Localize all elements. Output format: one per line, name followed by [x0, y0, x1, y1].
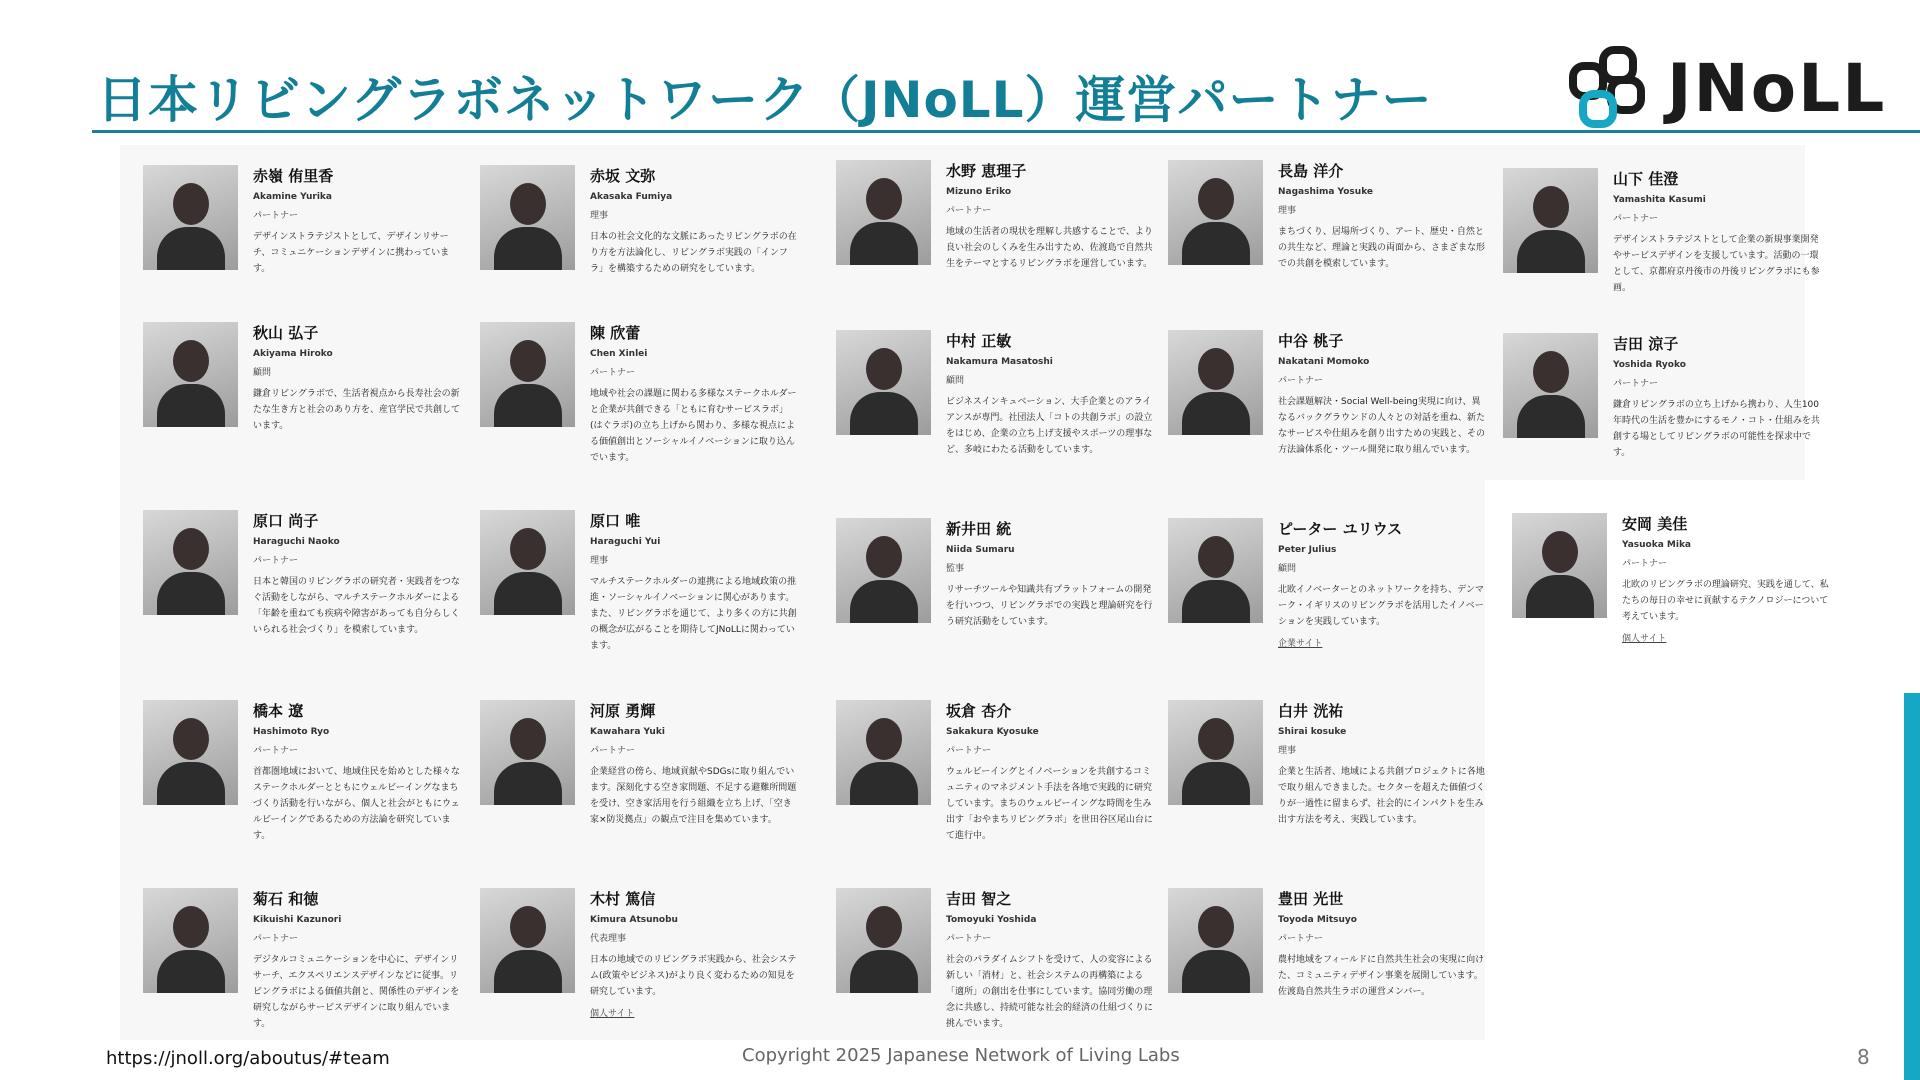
member-name: 坂倉 杏介	[946, 702, 1012, 720]
member-romaji: Kikuishi Kazunori	[253, 915, 342, 925]
member-romaji: Mizuno Eriko	[946, 187, 1012, 197]
photo-head-shape	[1533, 351, 1569, 393]
photo-body-shape	[1526, 575, 1594, 618]
member-photo	[480, 510, 575, 615]
member-name: 水野 恵理子	[946, 162, 1027, 180]
member-romaji: Nakatani Momoko	[1278, 357, 1370, 367]
photo-head-shape	[866, 348, 902, 390]
photo-head-shape	[1198, 178, 1234, 220]
photo-head-shape	[173, 906, 209, 948]
member-photo	[480, 165, 575, 270]
member-role: パートナー	[1613, 214, 1659, 224]
photo-body-shape	[850, 762, 918, 805]
photo-body-shape	[850, 580, 918, 623]
member-role: パートナー	[1622, 559, 1668, 569]
member-name: ピーター ユリウス	[1278, 520, 1403, 538]
photo-body-shape	[157, 384, 225, 427]
member-romaji: Niida Sumaru	[946, 545, 1015, 555]
member-photo	[1168, 888, 1263, 993]
member-info	[253, 888, 463, 1032]
photo-body-shape	[1182, 392, 1250, 435]
member-role: 理事	[1278, 746, 1297, 756]
member-name: 安岡 美佳	[1622, 515, 1688, 533]
photo-body-shape	[1517, 395, 1585, 438]
member-name: 中谷 桃子	[1278, 332, 1344, 350]
photo-head-shape	[173, 183, 209, 225]
page-number: 8	[1857, 1045, 1870, 1069]
photo-head-shape	[173, 528, 209, 570]
photo-head-shape	[1542, 531, 1578, 573]
member-description: デジタルコミュニケーションを中心に、デザインリサーチ、エクスペリエンスデザインなどに従事。リビングラボによる価値共創と、関係性のデザインを研究しながらサービスデザインに取り組んでいます。	[253, 955, 460, 1029]
photo-body-shape	[157, 950, 225, 993]
member-info	[946, 700, 1156, 844]
photo-body-shape	[1182, 222, 1250, 265]
member-info	[1278, 160, 1488, 272]
footer-copyright: Copyright 2025 Japanese Network of Living Labs	[742, 1045, 1180, 1066]
member-romaji: Kawahara Yuki	[590, 727, 665, 737]
member-name: 秋山 弘子	[253, 324, 319, 342]
photo-body-shape	[494, 227, 562, 270]
member-role: パートナー	[253, 211, 299, 221]
member-name: 吉田 智之	[946, 890, 1012, 908]
photo-head-shape	[866, 906, 902, 948]
member-photo	[1168, 518, 1263, 623]
member-photo	[1168, 700, 1263, 805]
member-info	[590, 700, 800, 828]
member-photo	[143, 888, 238, 993]
member-info	[253, 322, 463, 434]
member-info	[1613, 333, 1823, 461]
member-description: マルチステークホルダーの連携による地域政策の推進・ソーシャルイノベーションに関心があります。また、リビングラボを通じて、より多くの方に共創の概念が広がることを期待してJNoLLに関わっています。	[590, 577, 797, 651]
member-romaji: Yamashita Kasumi	[1613, 195, 1706, 205]
jnoll-logo	[1565, 44, 1905, 128]
member-description: 鎌倉リビングラボの立ち上げから携わり、人生100年時代の生活を豊かにするモノ・コト・仕組みを共創する場としてリビングラボの可能性を探求中です。	[1613, 400, 1820, 458]
member-name: 中村 正敏	[946, 332, 1012, 350]
footer-url[interactable]: https://jnoll.org/aboutus/#team	[106, 1048, 390, 1069]
member-photo	[836, 888, 931, 993]
member-role: パートナー	[1613, 379, 1659, 389]
member-romaji: Nakamura Masatoshi	[946, 357, 1053, 367]
photo-body-shape	[850, 950, 918, 993]
photo-body-shape	[1182, 950, 1250, 993]
photo-body-shape	[494, 950, 562, 993]
photo-head-shape	[866, 536, 902, 578]
photo-body-shape	[850, 222, 918, 265]
photo-body-shape	[494, 572, 562, 615]
member-info	[590, 322, 800, 466]
member-role: パートナー	[946, 746, 992, 756]
member-role: パートナー	[590, 746, 636, 756]
photo-body-shape	[494, 384, 562, 427]
photo-head-shape	[1198, 906, 1234, 948]
member-photo	[143, 322, 238, 427]
member-romaji: Peter Julius	[1278, 545, 1337, 555]
member-description: 社会課題解決・Social Well-being実現に向け、異なるバックグラウンドの人々との対話を重ね、新たなサービスや仕組みを創り出すための実践と、その方法論体系化・ツール開発に取り組んでいます。	[1278, 397, 1486, 455]
member-name: 陳 欣蕾	[590, 324, 641, 342]
member-info	[590, 165, 800, 277]
member-romaji: Toyoda Mitsuyo	[1278, 915, 1357, 925]
photo-head-shape	[510, 528, 546, 570]
member-name: 赤嶺 侑里香	[253, 167, 334, 185]
member-info	[946, 330, 1156, 458]
member-description: まちづくり、居場所づくり、アート、歴史・自然との共生など、理論と実践の両面から、さまざまな形での共創を模索しています。	[1278, 227, 1486, 269]
member-info	[253, 510, 463, 638]
member-info	[1278, 518, 1488, 649]
member-romaji: Shirai kosuke	[1278, 727, 1347, 737]
member-name: 豊田 光世	[1278, 890, 1344, 908]
member-info	[1622, 513, 1832, 644]
member-role: 代表理事	[590, 934, 627, 944]
member-photo	[836, 160, 931, 265]
member-photo	[480, 700, 575, 805]
member-romaji: Kimura Atsunobu	[590, 915, 678, 925]
member-photo	[1503, 333, 1598, 438]
member-role: パートナー	[253, 556, 299, 566]
member-role: パートナー	[1278, 934, 1324, 944]
member-description: 日本と韓国のリビングラボの研究者・実践者をつなぐ活動をしながら、マルチステークホルダーによる「年齢を重ねても疾病や障害があっても自分らしくいられる社会づくり」を模索しています。	[253, 577, 460, 635]
member-romaji: Hashimoto Ryo	[253, 727, 330, 737]
member-role: パートナー	[253, 934, 299, 944]
member-description: ビジネスインキュベーション、大手企業とのアライアンスが専門。社団法人「コトの共創ラボ」の設立をはじめ、企業の立ち上げ支援やスポーツの理事など、多岐にわたる活動をしています。	[946, 397, 1153, 455]
member-description: 鎌倉リビングラボで、生活者視点から長寿社会の新たな生き方と社会のあり方を、産官学民で共創しています。	[253, 389, 461, 431]
member-photo	[1168, 330, 1263, 435]
member-role: パートナー	[946, 934, 992, 944]
member-romaji: Akiyama Hiroko	[253, 349, 333, 359]
photo-head-shape	[510, 340, 546, 382]
photo-head-shape	[173, 718, 209, 760]
member-role: 監事	[946, 564, 965, 574]
member-description: 地域の生活者の現状を理解し共感することで、より良い社会のしくみを生み出すため、佐渡島で自然共生をテーマとするリビングラボを運営しています。	[946, 227, 1153, 269]
accent-bar	[1904, 693, 1920, 1080]
member-role: 理事	[1278, 206, 1297, 216]
photo-head-shape	[1198, 718, 1234, 760]
member-romaji: Akasaka Fumiya	[590, 192, 673, 202]
member-name: 吉田 涼子	[1613, 335, 1679, 353]
member-role: 顧問	[1278, 564, 1297, 574]
photo-body-shape	[157, 572, 225, 615]
member-romaji: Tomoyuki Yoshida	[946, 915, 1037, 925]
member-name: 長島 洋介	[1278, 162, 1344, 180]
member-info	[946, 888, 1156, 1032]
member-romaji: Yasuoka Mika	[1622, 540, 1692, 550]
member-description: デザインストラテジストとして、デザインリサーチ、コミュニケーションデザインに携わっています。	[253, 232, 450, 274]
member-romaji: Haraguchi Naoko	[253, 537, 340, 547]
member-description: 日本の社会文化的な文脈にあったリビングラボの在り方を方法論化し、リビングラボ実践の「インフラ」を構築するための研究をしています。	[590, 232, 797, 274]
photo-head-shape	[510, 718, 546, 760]
member-role: 顧問	[253, 368, 272, 378]
member-name: 木村 篤信	[590, 890, 656, 908]
member-name: 新井田 統	[946, 520, 1012, 538]
photo-body-shape	[1182, 580, 1250, 623]
member-role: 理事	[590, 556, 609, 566]
member-photo	[143, 510, 238, 615]
member-info	[590, 510, 800, 654]
photo-body-shape	[494, 762, 562, 805]
photo-body-shape	[850, 392, 918, 435]
member-name: 原口 唯	[590, 512, 641, 530]
member-name: 赤坂 文弥	[590, 167, 656, 185]
photo-head-shape	[510, 183, 546, 225]
member-photo	[836, 700, 931, 805]
member-info	[946, 160, 1156, 272]
member-info	[1278, 888, 1488, 1000]
photo-head-shape	[173, 340, 209, 382]
photo-head-shape	[866, 718, 902, 760]
member-romaji: Yoshida Ryoko	[1613, 360, 1686, 370]
member-role: パートナー	[253, 746, 299, 756]
member-name: 河原 勇輝	[590, 702, 656, 720]
photo-head-shape	[866, 178, 902, 220]
member-description: 地域や社会の課題に関わる多様なステークホルダーと企業が共創できる「ともに育むサービスラボ」(はぐラボ)の立ち上げから関わり、多様な視点による価値創出とソーシャルイノベーションに取り込んでいます。	[590, 389, 797, 463]
logo-wordmark: JNoLL	[1667, 50, 1887, 127]
photo-body-shape	[1517, 230, 1585, 273]
member-description: 企業と生活者、地域による共創プロジェクトに各地で取り組んできました。セクターを超えた価値づくりが一過性に留まらず、社会的にインパクトを生み出す方法を考え、実践しています。	[1278, 767, 1485, 825]
member-name: 橋本 遼	[253, 702, 304, 720]
member-info	[1278, 330, 1488, 458]
member-site-link[interactable]: 企業サイト	[1278, 639, 1323, 649]
member-name: 山下 佳澄	[1613, 170, 1679, 188]
member-name: 菊石 和徳	[253, 890, 319, 908]
member-photo	[480, 322, 575, 427]
member-romaji: Nagashima Yosuke	[1278, 187, 1374, 197]
member-description: 農村地域をフィールドに自然共生社会の実現に向けた、コミュニティデザイン事業を展開しています。佐渡島自然共生ラボの運営メンバー。	[1278, 955, 1485, 997]
member-photo	[143, 700, 238, 805]
page-title: 日本リビングラボネットワーク（JNoLL）運営パートナー	[97, 71, 1433, 129]
photo-body-shape	[1182, 762, 1250, 805]
photo-body-shape	[157, 762, 225, 805]
member-name: 白井 洸祐	[1278, 702, 1344, 720]
member-description: 社会のパラダイムシフトを受けて、人の変容による新しい「消材」と、社会システムの再構築による「適所」の創出を仕事にしています。協同労働の理念に共感し、持続可能な社会的経済の仕組づくりに挑んでいます。	[946, 955, 1154, 1029]
member-site-link[interactable]: 個人サイト	[590, 1009, 635, 1019]
member-info	[946, 518, 1156, 630]
member-photo	[836, 330, 931, 435]
member-description: 北欧のリビングラボの理論研究、実践を通して、私たちの毎日の幸せに貢献するテクノロジーについて考えています。	[1622, 580, 1829, 622]
member-description: デザインストラテジストとして企業の新規事業開発やサービスデザインを支援しています。活動の一環として、京都府京丹後市の丹後リビングラボにも参画。	[1613, 235, 1820, 293]
member-photo	[836, 518, 931, 623]
member-role: 顧問	[946, 376, 965, 386]
member-photo	[480, 888, 575, 993]
photo-head-shape	[1198, 536, 1234, 578]
member-description: リサーチツールや知識共有プラットフォームの開発を行いつつ、リビングラボでの実践と理論研究を行う研究活動をしています。	[946, 585, 1153, 627]
member-description: 日本の地域でのリビングラボ実践から、社会システム(政策やビジネス)がより良く変わるための知見を研究しています。	[590, 955, 797, 997]
photo-head-shape	[1198, 348, 1234, 390]
member-description: 首都圏地域において、地域住民を始めとした様々なステークホルダーとともにウェルビーイングなまちづくり活動を行いながら、個人と社会がともにウェルビーイングであるための方法論を研究しています。	[253, 767, 460, 841]
photo-head-shape	[1533, 186, 1569, 228]
member-description: 企業経営の傍ら、地域貢献やSDGsに取り組んでいます。深刻化する空き家問題、不足する避難所問題を受け、空き家活用を行う組織を立ち上げ、「空き家×防災拠点」の観点で注目を集めています。	[590, 767, 797, 825]
member-role: 理事	[590, 211, 609, 221]
member-description: ウェルビーイングとイノベーションを共創するコミュニティのマネジメント手法を各地で実践的に研究しています。まちのウェルビーイングな時間を生み出す「おやまちリビングラボ」を世田谷区尾山台にて進行中。	[946, 767, 1153, 841]
member-info	[590, 888, 800, 1019]
photo-body-shape	[157, 227, 225, 270]
member-romaji: Haraguchi Yui	[590, 537, 661, 547]
member-info	[253, 700, 463, 844]
member-romaji: Akamine Yurika	[253, 192, 332, 202]
photo-head-shape	[510, 906, 546, 948]
member-info	[1613, 168, 1823, 296]
member-site-link[interactable]: 個人サイト	[1622, 634, 1667, 644]
member-description: 北欧イノベーターとのネットワークを持ち、デンマーク・イギリスのリビングラボを活用したイノベーションを実践しています。	[1278, 585, 1484, 627]
jnoll-logo-icon	[1565, 44, 1655, 128]
member-romaji: Sakakura Kyosuke	[946, 727, 1039, 737]
member-romaji: Chen Xinlei	[590, 349, 648, 359]
member-photo	[143, 165, 238, 270]
member-role: パートナー	[590, 368, 636, 378]
member-role: パートナー	[1278, 376, 1324, 386]
member-photo	[1503, 168, 1598, 273]
member-name: 原口 尚子	[253, 512, 319, 530]
member-info	[253, 165, 463, 277]
member-photo	[1168, 160, 1263, 265]
member-photo	[1512, 513, 1607, 618]
member-role: パートナー	[946, 206, 992, 216]
member-info	[1278, 700, 1488, 828]
title-underline	[92, 130, 1920, 133]
